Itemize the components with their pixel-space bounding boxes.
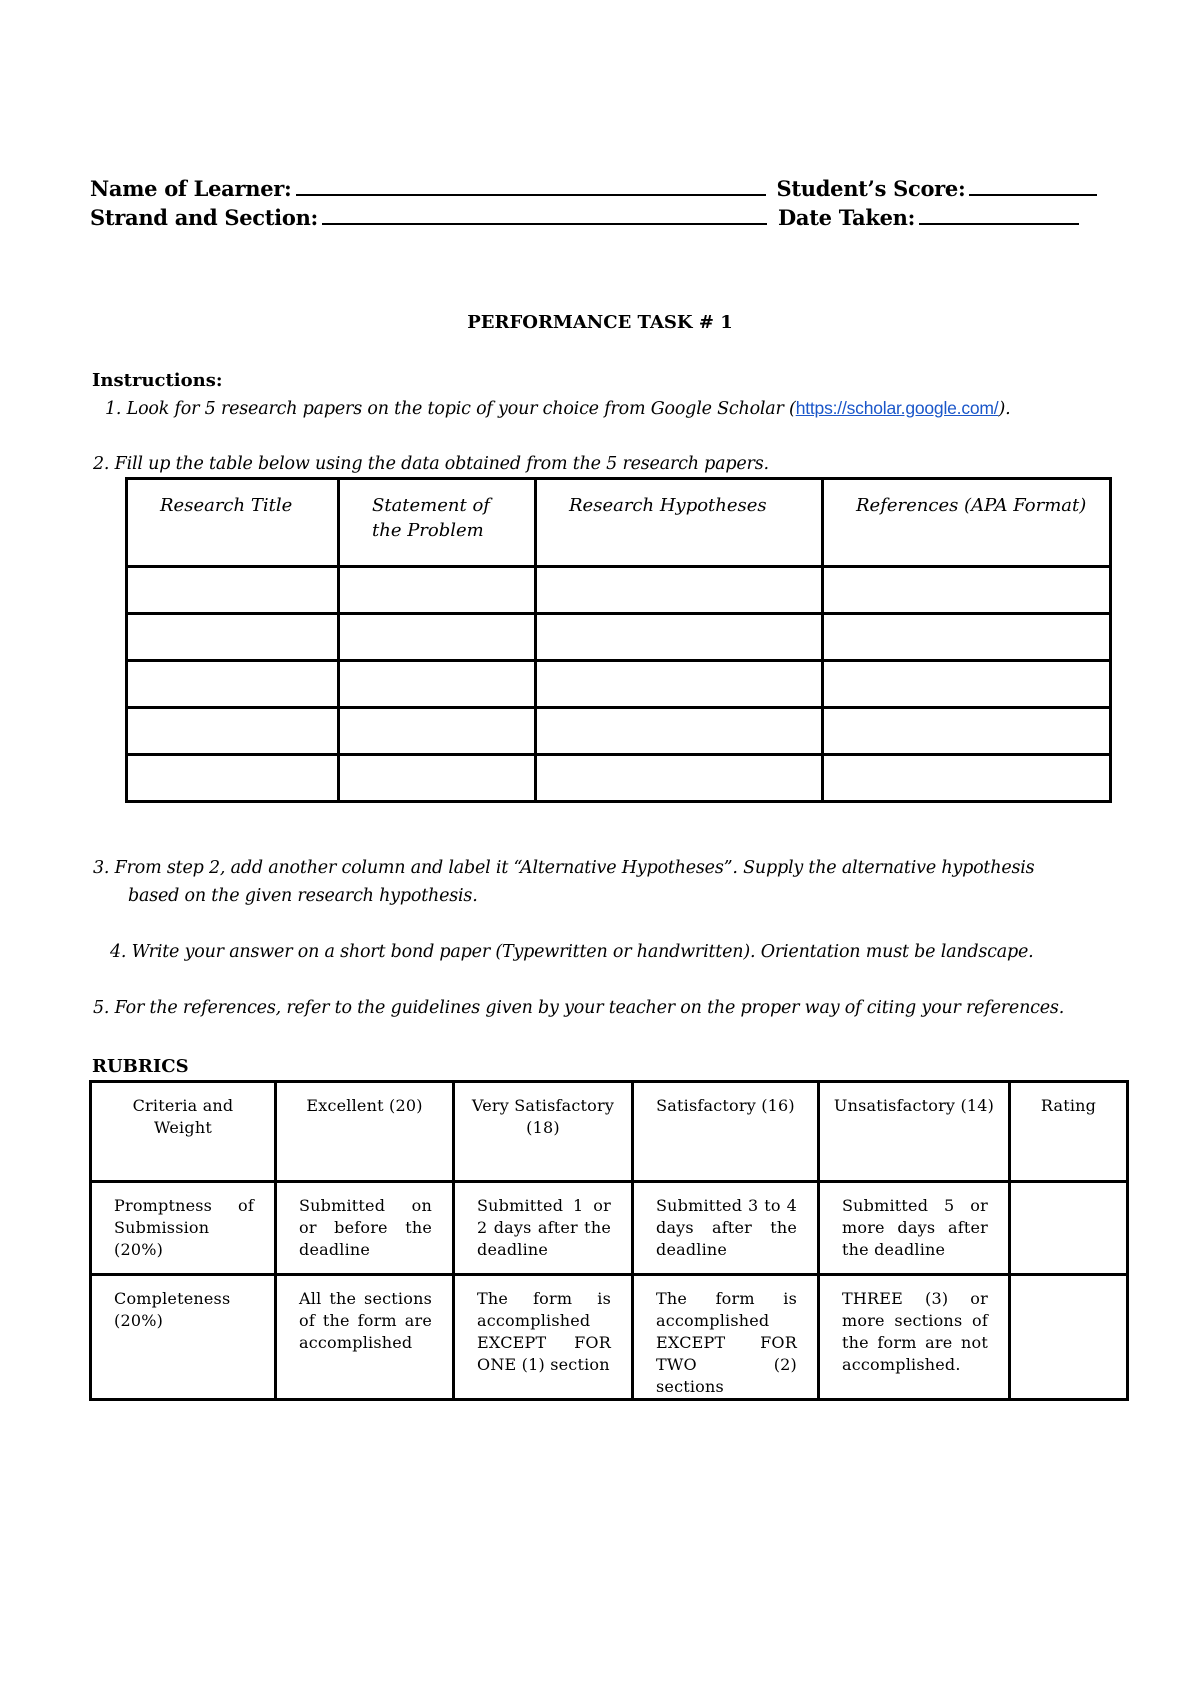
table-cell[interactable] [536, 755, 823, 802]
score-blank[interactable] [969, 178, 1097, 196]
unsatisfactory-cell: Submitted 5 or more days after the deadline [819, 1182, 1010, 1275]
instruction-step-3: 3. From step 2, add another column and label it “Alternative Hypotheses”. Supply the alternative hypothesis [93, 858, 1035, 878]
rating-cell[interactable] [1010, 1182, 1128, 1275]
table-cell[interactable] [127, 614, 339, 661]
table-cell[interactable] [823, 661, 1111, 708]
table-cell[interactable] [823, 614, 1111, 661]
strand-blank[interactable] [322, 207, 767, 225]
table-cell[interactable] [339, 614, 536, 661]
name-of-learner-label: Name of Learner: [90, 176, 292, 201]
table-row [127, 755, 1111, 802]
table-row [127, 614, 1111, 661]
table-row [127, 567, 1111, 614]
criteria-cell: Promptness of Submission (20%) [91, 1182, 276, 1275]
research-table-header [127, 479, 1111, 567]
criteria-cell: Completeness (20%) [91, 1275, 276, 1400]
google-scholar-link[interactable]: https://scholar.google.com/ [795, 398, 999, 418]
rating-cell[interactable] [1010, 1275, 1128, 1400]
table-cell[interactable] [127, 708, 339, 755]
excellent-cell: All the sections of the form are accomplished [276, 1275, 454, 1400]
table-cell[interactable] [339, 708, 536, 755]
rubric-header-unsatisfactory: Unsatisfactory (14) [819, 1082, 1010, 1182]
rubric-header-criteria: Criteria and Weight [91, 1082, 276, 1182]
table-cell[interactable] [339, 661, 536, 708]
rubric-header-rating: Rating [1010, 1082, 1128, 1182]
table-row [91, 1182, 1128, 1275]
excellent-cell: Submitted on or before the deadline [276, 1182, 454, 1275]
instructions-label: Instructions: [92, 370, 223, 391]
table-row [91, 1275, 1128, 1400]
table-cell[interactable] [536, 708, 823, 755]
very-satisfactory-cell: Submitted 1 or 2 days after the deadline [454, 1182, 633, 1275]
table-cell[interactable] [127, 755, 339, 802]
table-cell[interactable] [127, 567, 339, 614]
rubrics-table [89, 1080, 1129, 1401]
name-blank[interactable] [296, 178, 766, 196]
table-row [127, 708, 1111, 755]
table-cell[interactable] [536, 661, 823, 708]
table-cell[interactable] [536, 614, 823, 661]
table-cell[interactable] [823, 708, 1111, 755]
strand-date-line [90, 205, 1083, 230]
page-title: PERFORMANCE TASK # 1 [467, 312, 733, 333]
instruction-step-4: 4. Write your answer on a short bond paper (Typewritten or handwritten). Orientation must be landscape. [110, 942, 1034, 962]
rubrics-label: RUBRICS [92, 1056, 189, 1077]
header-research-title: Research Title [127, 479, 339, 567]
step1-suffix: ). [998, 399, 1011, 419]
very-satisfactory-cell: The form is accomplished EXCEPT FOR ONE (1) section [454, 1275, 633, 1400]
table-cell[interactable] [339, 755, 536, 802]
step1-text: 1. Look for 5 research papers on the topic of your choice from Google Scholar ( [105, 399, 796, 419]
instruction-step-2: 2. Fill up the table below using the data obtained from the 5 research papers. [93, 454, 769, 474]
rubric-header-very-satisfactory: Very Satisfactory (18) [454, 1082, 633, 1182]
header-statement-of-problem: Statement of the Problem [339, 479, 536, 567]
date-taken-label: Date Taken: [778, 205, 916, 230]
rubric-header-excellent: Excellent (20) [276, 1082, 454, 1182]
student-score-label: Student’s Score: [776, 176, 966, 201]
satisfactory-cell: The form is accomplished EXCEPT FOR TWO (2) sections [633, 1275, 819, 1400]
rubrics-header-row [91, 1082, 1128, 1182]
strand-section-label: Strand and Section: [90, 205, 318, 230]
table-cell[interactable] [339, 567, 536, 614]
header-research-hypotheses: Research Hypotheses [536, 479, 823, 567]
header-references: References (APA Format) [823, 479, 1111, 567]
table-row [127, 661, 1111, 708]
table-cell[interactable] [823, 755, 1111, 802]
table-cell[interactable] [823, 567, 1111, 614]
instruction-step-3-cont: based on the given research hypothesis. [128, 886, 478, 906]
instruction-step-5: 5. For the references, refer to the guidelines given by your teacher on the proper way of citing your references. [93, 998, 1065, 1018]
satisfactory-cell: Submitted 3 to 4 days after the deadline [633, 1182, 819, 1275]
unsatisfactory-cell: THREE (3) or more sections of the form are not accomplished. [819, 1275, 1010, 1400]
instruction-step-1 [105, 398, 1010, 419]
name-score-line [90, 176, 1101, 201]
research-table [125, 477, 1112, 803]
rubric-header-satisfactory: Satisfactory (16) [633, 1082, 819, 1182]
date-blank[interactable] [919, 207, 1079, 225]
table-cell[interactable] [127, 661, 339, 708]
table-cell[interactable] [536, 567, 823, 614]
